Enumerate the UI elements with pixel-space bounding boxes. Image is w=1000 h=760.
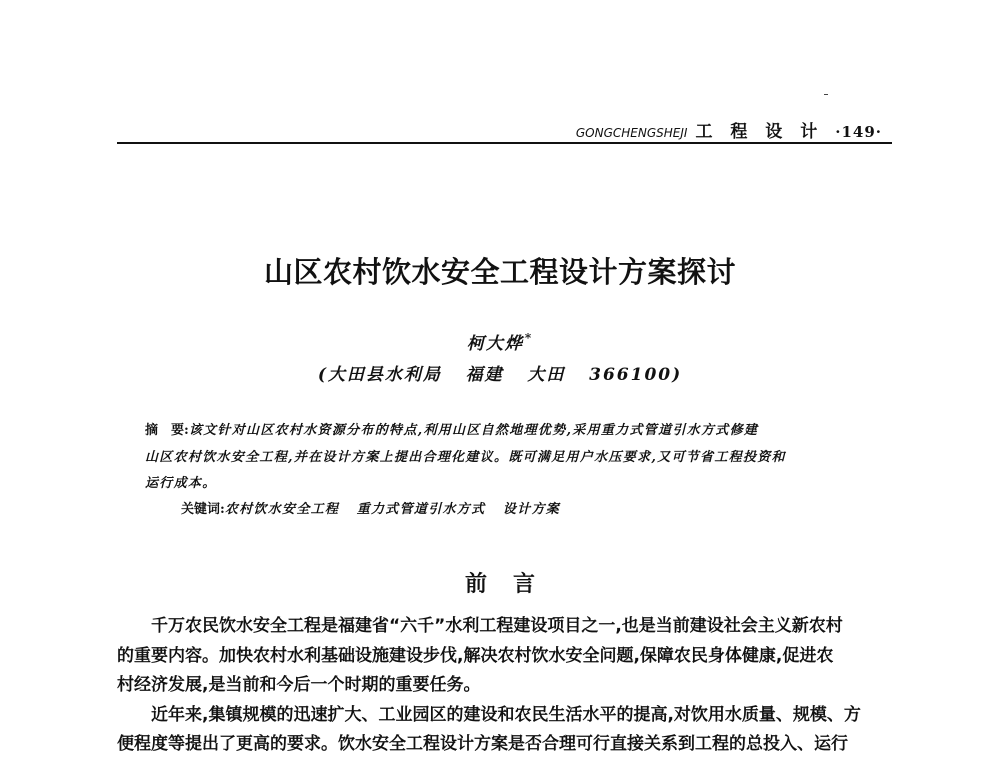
abstract-label: 摘 要: xyxy=(145,423,189,438)
paragraph-line: 近年来,集镇规模的迅速扩大、工业园区的建设和农民生活水平的提高,对饮用水质量、规模、方 xyxy=(151,704,861,725)
author-affiliation: (大田县水利局 福建 大田 366100) xyxy=(317,365,683,385)
abstract-line xyxy=(145,418,857,445)
author-line xyxy=(0,329,1000,354)
scan-mark xyxy=(824,94,828,95)
body-text xyxy=(117,612,893,760)
running-head xyxy=(576,117,882,142)
keywords xyxy=(181,498,560,517)
paragraph-line: 的重要内容。加快农村水利基础设施建设步伐,解决农村饮水安全问题,保障农民身体健康,促进农 xyxy=(117,645,834,666)
paragraph-line: 便程度等提出了更高的要求。饮水安全工程设计方案是否合理可行直接关系到工程的总投入、运行 xyxy=(117,734,848,754)
paragraph-line: 村经济发展,是当前和今后一个时期的重要任务。 xyxy=(117,675,481,695)
author-name: 柯大烨 xyxy=(466,334,524,354)
abstract-line: 山区农村饮水安全工程,并在设计方案上提出合理化建议。既可满足用户水压要求,又可节省工程投资和 xyxy=(145,449,786,465)
abstract-text: 该文针对山区农村水资源分布的特点,利用山区自然地理优势,采用重力式管道引水方式修建 xyxy=(188,423,759,438)
author-footnote-mark: * xyxy=(524,331,534,345)
article-title: 山区农村饮水安全工程设计方案探讨 xyxy=(263,255,736,289)
header-rule xyxy=(117,142,892,144)
page-number: ·149· xyxy=(835,123,882,141)
keywords-text: 农村饮水安全工程 重力式管道引水方式 设计方案 xyxy=(224,502,561,517)
journal-name: 工 程 设 计 xyxy=(695,122,824,142)
keywords-label: 关键词: xyxy=(181,502,225,517)
section-heading: 前言 xyxy=(464,572,561,597)
abstract xyxy=(145,418,857,498)
journal-pinyin: GONGCHENGSHEJI xyxy=(575,126,688,140)
paragraph-line: 千万农民饮水安全工程是福建省“六千”水利工程建设项目之一,也是当前建设社会主义新农村 xyxy=(151,616,843,636)
abstract-line: 运行成本。 xyxy=(145,476,217,491)
